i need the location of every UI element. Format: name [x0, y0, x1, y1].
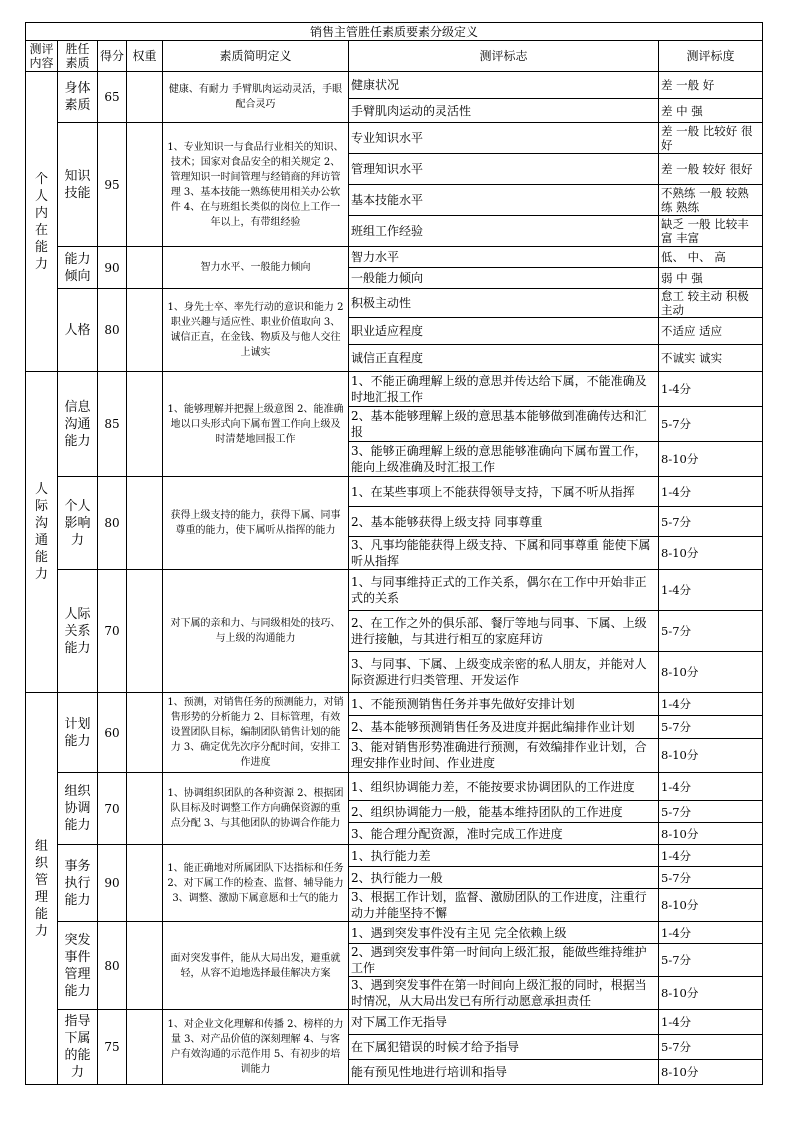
- table-row: [26, 123, 763, 154]
- definition-cell: 获得上级支持的能力，获得下属、同事尊重的能力，使下属听从指挥的能力: [163, 477, 349, 570]
- table-title: 销售主管胜任素质要素分级定义: [26, 23, 763, 41]
- indicator-cell: 手臂肌肉运动的灵活性: [349, 99, 659, 123]
- scale-cell: 5-7分: [659, 867, 763, 889]
- weight-cell: [127, 845, 163, 922]
- scale-cell: 5-7分: [659, 1035, 763, 1060]
- score-cell: 60: [98, 693, 127, 773]
- indicator-cell: 3、与同事、下属、上级变成亲密的私人朋友，并能对人际资源进行归类管理、开发运作: [349, 652, 659, 693]
- indicator-cell: 管理知识水平: [349, 154, 659, 185]
- scale-cell: 差 一般 比较好 很好: [659, 123, 763, 154]
- competency-name: 指导下属的能力: [58, 1010, 98, 1085]
- indicator-cell: 对下属工作无指导: [349, 1010, 659, 1035]
- indicator-cell: 2、执行能力一般: [349, 867, 659, 889]
- competency-name: 身体素质: [58, 72, 98, 123]
- weight-cell: [127, 570, 163, 693]
- scale-cell: 8-10分: [659, 1060, 763, 1085]
- indicator-cell: 班组工作经验: [349, 216, 659, 247]
- weight-cell: [127, 247, 163, 289]
- competency-name: 个人影响力: [58, 477, 98, 570]
- scale-cell: 1-4分: [659, 477, 763, 507]
- definition-cell: 1、身先士卒、率先行动的意识和能力 2职业兴趣与适应性、职业价值取向 3、诚信正直，在金钱、物质及与他人交往上诚实: [163, 289, 349, 372]
- indicator-cell: 职业适应程度: [349, 318, 659, 345]
- table-row: [26, 845, 763, 867]
- weight-cell: [127, 123, 163, 247]
- table-row: [26, 693, 763, 716]
- indicator-cell: 3、凡事均能能获得上级支持、下属和同事尊重 能使下属听从指挥: [349, 537, 659, 570]
- header-score: 得分: [98, 41, 127, 72]
- indicator-cell: 3、能合理分配资源，准时完成工作进度: [349, 823, 659, 845]
- indicator-cell: 健康状况: [349, 72, 659, 99]
- indicator-cell: 3、能对销售形势准确进行预测，有效编排作业计划，合理安排作业时间、作业进度: [349, 738, 659, 772]
- indicator-cell: 2、基本能够理解上级的意思基本能够做到准确传达和汇报: [349, 407, 659, 442]
- scale-cell: 5-7分: [659, 407, 763, 442]
- indicator-cell: 1、遇到突发事件没有主见 完全依赖上级: [349, 922, 659, 944]
- indicator-cell: 基本技能水平: [349, 185, 659, 216]
- definition-cell: 1、能正确地对所属团队下达指标和任务 2、对下属工作的检查、监督、辅导能力 3、调整、激励下属意愿和士气的能力: [163, 845, 349, 922]
- indicator-cell: 一般能力倾向: [349, 268, 659, 289]
- scale-cell: 差 一般 较好 很好: [659, 154, 763, 185]
- indicator-cell: 2、基本能够获得上级支持 同事尊重: [349, 507, 659, 537]
- score-cell: 80: [98, 922, 127, 1010]
- category-cell: 人际沟通能力: [26, 372, 58, 693]
- definition-cell: 1、专业知识一与食品行业相关的知识、技术；国家对食品安全的相关规定 2、管理知识一时间管理与经销商的拜访管理 3、基本技能一熟练使用相关办公软件 4、在与班组长类似的岗位上工作一年以上，有带组经验: [163, 123, 349, 247]
- scale-cell: 1-4分: [659, 570, 763, 611]
- indicator-cell: 1、组织协调能力差，不能按要求协调团队的工作进度: [349, 773, 659, 801]
- scale-cell: 1-4分: [659, 922, 763, 944]
- scale-cell: 8-10分: [659, 652, 763, 693]
- score-cell: 70: [98, 570, 127, 693]
- indicator-cell: 1、不能预测销售任务并事先做好安排计划: [349, 693, 659, 716]
- scale-cell: 1-4分: [659, 773, 763, 801]
- table-row: [26, 372, 763, 407]
- score-cell: 80: [98, 477, 127, 570]
- scale-cell: 差 一般 好: [659, 72, 763, 99]
- indicator-cell: 能有预见性地进行培训和指导: [349, 1060, 659, 1085]
- scale-cell: 8-10分: [659, 823, 763, 845]
- competency-name: 人格: [58, 289, 98, 372]
- scale-cell: 不熟练 一般 较熟练 熟练: [659, 185, 763, 216]
- weight-cell: [127, 1010, 163, 1085]
- definition-cell: 面对突发事件，能从大局出发，避重就轻，从容不迫地选择最佳解决方案: [163, 922, 349, 1010]
- scale-cell: 5-7分: [659, 507, 763, 537]
- indicator-cell: 3、遇到突发事件在第一时间向上级汇报的同时，根据当时情况，从大局出发已有所行动愿意承担责任: [349, 977, 659, 1010]
- header-weight: 权重: [127, 41, 163, 72]
- indicator-cell: 1、不能正确理解上级的意思并传达给下属，不能准确及时地汇报工作: [349, 372, 659, 407]
- definition-cell: 健康、有耐力 手臂肌肉运动灵活，手眼配合灵巧: [163, 72, 349, 123]
- weight-cell: [127, 72, 163, 123]
- weight-cell: [127, 922, 163, 1010]
- weight-cell: [127, 372, 163, 477]
- score-cell: 80: [98, 289, 127, 372]
- score-cell: 85: [98, 372, 127, 477]
- definition-cell: 1、能够理解并把握上级意图 2、能准确地以口头形式向下属布置工作向上级及时清楚地回报工作: [163, 372, 349, 477]
- indicator-cell: 3、根据工作计划，监督、激励团队的工作进度，注重行动力并能坚持不懈: [349, 889, 659, 922]
- indicator-cell: 专业知识水平: [349, 123, 659, 154]
- scale-cell: 弱 中 强: [659, 268, 763, 289]
- weight-cell: [127, 289, 163, 372]
- competency-name: 人际关系能力: [58, 570, 98, 693]
- scale-cell: 1-4分: [659, 372, 763, 407]
- indicator-cell: 1、执行能力差: [349, 845, 659, 867]
- weight-cell: [127, 693, 163, 773]
- table-row: [26, 247, 763, 268]
- scale-cell: 低、 中、 高: [659, 247, 763, 268]
- table-row: [26, 1010, 763, 1035]
- competency-name: 能力倾向: [58, 247, 98, 289]
- table-row: [26, 922, 763, 944]
- scale-cell: 8-10分: [659, 977, 763, 1010]
- score-cell: 95: [98, 123, 127, 247]
- scale-cell: 8-10分: [659, 442, 763, 477]
- table-row: [26, 773, 763, 801]
- scale-cell: 5-7分: [659, 801, 763, 823]
- scale-cell: 8-10分: [659, 738, 763, 772]
- scale-cell: 不适应 适应: [659, 318, 763, 345]
- indicator-cell: 2、基本能够预测销售任务及进度并据此编排作业计划: [349, 715, 659, 738]
- indicator-cell: 1、在某些事项上不能获得领导支持，下属不听从指挥: [349, 477, 659, 507]
- scale-cell: 缺乏 一般 比较丰富 丰富: [659, 216, 763, 247]
- indicator-cell: 2、在工作之外的俱乐部、餐厅等地与同事、下属、上级进行接触，与其进行相互的家庭拜访: [349, 611, 659, 652]
- definition-cell: 1、预测，对销售任务的预测能力，对销售形势的分析能力 2、目标管理，有效设置团队目标，编制团队销售计划的能力 3、确定优先次序分配时间，安排工作进度: [163, 693, 349, 773]
- scale-cell: 怠工 较主动 积极主动: [659, 289, 763, 318]
- indicator-cell: 1、与同事维持正式的工作关系，偶尔在工作中开始非正式的关系: [349, 570, 659, 611]
- table-row: [26, 477, 763, 507]
- scale-cell: 1-4分: [659, 845, 763, 867]
- header-scale: 测评标度: [659, 41, 763, 72]
- score-cell: 75: [98, 1010, 127, 1085]
- definition-cell: 对下属的亲和力、与同级相处的技巧、与上级的沟通能力: [163, 570, 349, 693]
- competency-name: 突发事件管理能力: [58, 922, 98, 1010]
- indicator-cell: 2、遇到突发事件第一时间向上级汇报，能做些维持维护工作: [349, 944, 659, 977]
- competency-name: 组织协调能力: [58, 773, 98, 845]
- indicator-cell: 诚信正直程度: [349, 345, 659, 372]
- scale-cell: 8-10分: [659, 889, 763, 922]
- header-definition: 素质简明定义: [163, 41, 349, 72]
- scale-cell: 5-7分: [659, 715, 763, 738]
- scale-cell: 差 中 强: [659, 99, 763, 123]
- score-cell: 90: [98, 247, 127, 289]
- definition-cell: 1、协调组织团队的各种资源 2、根据团队目标及时调整工作方向确保资源的重点分配 3、与其他团队的协调合作能力: [163, 773, 349, 845]
- scale-cell: 8-10分: [659, 537, 763, 570]
- indicator-cell: 在下属犯错误的时候才给予指导: [349, 1035, 659, 1060]
- weight-cell: [127, 773, 163, 845]
- definition-cell: 智力水平、一般能力倾向: [163, 247, 349, 289]
- table-row: [26, 72, 763, 99]
- scale-cell: 5-7分: [659, 611, 763, 652]
- scale-cell: 不诚实 诚实: [659, 345, 763, 372]
- score-cell: 90: [98, 845, 127, 922]
- scale-cell: 5-7分: [659, 944, 763, 977]
- table-row: [26, 289, 763, 318]
- scale-cell: 1-4分: [659, 693, 763, 716]
- weight-cell: [127, 477, 163, 570]
- header-content: 测评内容: [26, 41, 58, 72]
- competency-name: 知识技能: [58, 123, 98, 247]
- score-cell: 70: [98, 773, 127, 845]
- category-cell: 个人内在能力: [26, 72, 58, 372]
- header-indicator: 测评标志: [349, 41, 659, 72]
- header-competency: 胜任素质: [58, 41, 98, 72]
- indicator-cell: 智力水平: [349, 247, 659, 268]
- indicator-cell: 2、组织协调能力一般，能基本维持团队的工作进度: [349, 801, 659, 823]
- scale-cell: 1-4分: [659, 1010, 763, 1035]
- indicator-cell: 3、能够正确理解上级的意思能够准确向下属布置工作，能向上级准确及时汇报工作: [349, 442, 659, 477]
- definition-cell: 1、对企业文化理解和传播 2、榜样的力量 3、对产品价值的深刻理解 4、与客户有效沟通的示范作用 5、有初步的培训能力: [163, 1010, 349, 1085]
- category-cell: 组织管理能力: [26, 693, 58, 1085]
- competency-name: 信息沟通能力: [58, 372, 98, 477]
- competency-table: [25, 22, 763, 1085]
- competency-name: 计划能力: [58, 693, 98, 773]
- score-cell: 65: [98, 72, 127, 123]
- indicator-cell: 积极主动性: [349, 289, 659, 318]
- table-row: [26, 570, 763, 611]
- competency-name: 事务执行能力: [58, 845, 98, 922]
